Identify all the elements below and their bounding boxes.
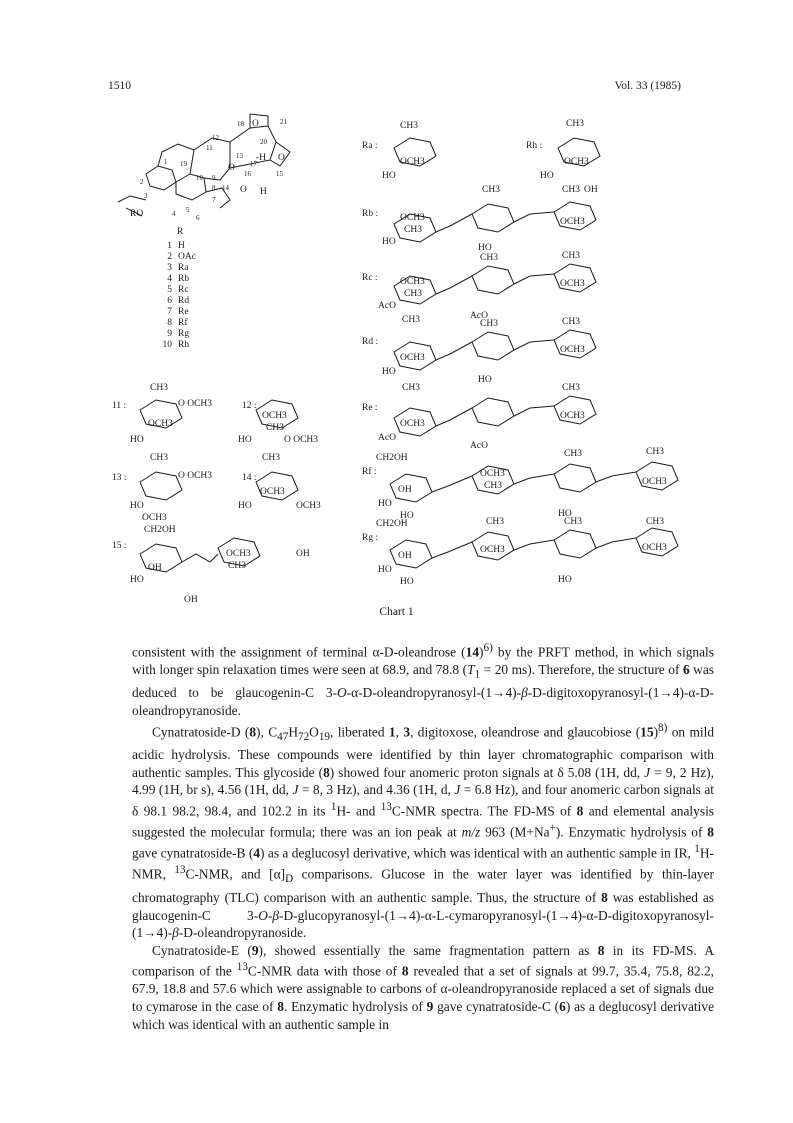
sugar-rc-label: Rc : xyxy=(362,273,378,283)
aglycone-o-carbonyl: O xyxy=(228,163,235,173)
r-list-sub: Rd xyxy=(178,296,190,306)
sugar-rd-label: Rd : xyxy=(362,337,379,347)
atom-19-label: 19 xyxy=(180,160,187,168)
group-och3: OCH3 xyxy=(262,411,287,421)
group-ch3: CH3 xyxy=(150,383,168,393)
r-list-num: 7 xyxy=(167,307,172,317)
group-ho: HO xyxy=(558,575,572,585)
r-list-sub: Rh xyxy=(178,340,190,350)
r-list-num: 10 xyxy=(162,340,172,350)
atom-10-label: 10 xyxy=(196,174,203,182)
group-ho: HO xyxy=(238,501,252,511)
group-ch3: CH3 xyxy=(562,251,580,261)
group-ch3: CH3 xyxy=(562,383,580,393)
sugar-rd xyxy=(362,315,596,385)
group-ch3: CH3 xyxy=(562,317,580,327)
r-list-num: 9 xyxy=(167,329,172,339)
compound-15-label: 15 : xyxy=(112,541,127,551)
sugar-ra xyxy=(362,121,436,181)
group-ch3: CH3 xyxy=(564,449,582,459)
atom-16-label: 16 xyxy=(244,170,251,178)
group-och3: OCH3 xyxy=(642,477,667,487)
r-list-sub: Rg xyxy=(178,329,190,339)
sugar-rg xyxy=(362,517,678,587)
group-ch3: CH3 xyxy=(646,447,664,457)
atom-1-label: 1 xyxy=(164,158,168,166)
group-o-och3: O OCH3 xyxy=(178,399,213,409)
r-list-num: 8 xyxy=(167,318,172,328)
group-ch3: CH3 xyxy=(646,517,664,527)
sugar-re-label: Re : xyxy=(362,403,378,413)
chart-caption: Chart 1 xyxy=(379,606,414,618)
group-ch2oh: CH2OH xyxy=(376,519,408,529)
r-list-sub: Rb xyxy=(178,274,190,284)
group-ch3: CH3 xyxy=(480,253,498,263)
group-o-och3: O OCH3 xyxy=(178,471,213,481)
group-oh: OH xyxy=(398,485,412,495)
aglycone-o-top: O xyxy=(252,119,259,129)
sugar-rg-label: Rg : xyxy=(362,533,379,543)
group-ho: HO xyxy=(382,171,396,181)
atom-2-label: 2 xyxy=(140,178,144,186)
group-ho: HO xyxy=(382,367,396,377)
r-list-num: 5 xyxy=(167,285,172,295)
group-och3-anomeric: OCH3 xyxy=(296,501,321,511)
paragraph-1: consistent with the assignment of terminal α-D-oleandrose $(14)^{6)}$ by the PRFT method, in which signals with longer spin relaxation times were seen at 68.9, and 78.8 ($T_1 = 20$ ms). Therefore, the structure of 6 was deduced to be glaucogenin-C 3-O-α-D-oleandropyranosyl-(1→4)-β-D-digitoxopyranosyl-(1→4)-α-D-oleandropyranoside. xyxy=(132,642,714,718)
r-list-sub: H xyxy=(178,241,185,251)
compound-14-label: 14 : xyxy=(242,473,257,483)
group-och3: OCH3 xyxy=(400,419,425,429)
group-oh: OH xyxy=(584,185,598,195)
group-ch3: CH3 xyxy=(486,517,504,527)
atom-5-label: 5 xyxy=(186,206,190,214)
r-list-sub: OAc xyxy=(178,252,196,262)
r-list-num: 4 xyxy=(167,274,172,284)
group-ho: HO xyxy=(130,501,144,511)
atom-13-label: 13 xyxy=(236,152,243,160)
group-ho: HO xyxy=(558,509,572,519)
sugar-rh xyxy=(526,119,600,181)
r-substituent-list xyxy=(163,241,196,350)
group-och3: OCH3 xyxy=(226,549,251,559)
group-ho: HO xyxy=(540,171,554,181)
atom-8-label: 8 xyxy=(212,184,216,192)
atom-4-label: 4 xyxy=(172,210,176,218)
atom-3-label: 3 xyxy=(144,192,148,200)
group-ch3: CH3 xyxy=(562,185,580,195)
group-ho: HO xyxy=(400,511,414,521)
group-oh: OH xyxy=(398,551,412,561)
compound-13 xyxy=(112,453,212,523)
group-aco: AcO xyxy=(378,301,396,311)
group-aco: AcO xyxy=(378,433,396,443)
group-och3: OCH3 xyxy=(400,157,425,167)
aglycone-o-right: O xyxy=(278,153,285,163)
atom-15-label: 15 xyxy=(276,170,283,178)
group-och3: OCH3 xyxy=(560,345,585,355)
sugar-rb-label: Rb : xyxy=(362,209,379,219)
sugar-rc xyxy=(362,251,596,321)
group-aco: AcO xyxy=(470,311,488,321)
group-o-och3: O OCH3 xyxy=(284,435,319,445)
group-ho: HO xyxy=(130,435,144,445)
r-list-num: 1 xyxy=(167,241,172,251)
aglycone-o-ring: O xyxy=(240,185,247,195)
group-ho: HO xyxy=(382,237,396,247)
group-ch3: CH3 xyxy=(564,517,582,527)
compound-14 xyxy=(238,453,321,511)
group-och3: OCH3 xyxy=(642,543,667,553)
sugar-rh-label: Rh : xyxy=(526,141,543,151)
group-ch3: CH3 xyxy=(266,423,284,433)
atom-7-label: 7 xyxy=(212,196,216,204)
atom-17-label: 17 xyxy=(250,160,257,168)
compound-12-label: 12 : xyxy=(242,401,257,411)
group-ho: HO xyxy=(130,575,144,585)
atom-6-label: 6 xyxy=(196,214,200,222)
group-ho: HO xyxy=(400,577,414,587)
group-ch3: CH3 xyxy=(262,453,280,463)
paragraph-3: Cynatratoside-E (9), showed essentially the same fragmentation pattern as 8 in its FD-MS. A comparison of the $^{13}$C-NMR data with those of 8 revealed that a set of signals at 99.7, 35.4, 75.8, 82.2, 67.9, 18.8 and 57.6 which were assignable to carbons of α-oleandropyranoside replaced a set of signals due to cymarose in the case of 8. Enzymatic hydrolysis of 9 gave cynatratoside-C (6) as a deglucosyl derivative which was identical with an authentic sample in xyxy=(132,942,715,1032)
group-ch3: CH3 xyxy=(482,185,500,195)
r-list-sub: Re xyxy=(178,307,189,317)
group-oh-bottom: OH xyxy=(184,595,198,605)
group-aco: AcO xyxy=(470,441,488,451)
sugar-ra-label: Ra : xyxy=(362,141,378,151)
r-list-num: 6 xyxy=(167,296,172,306)
atom-14-label: 14 xyxy=(222,184,229,192)
group-och3: OCH3 xyxy=(564,157,589,167)
group-ch3: CH3 xyxy=(400,121,418,131)
sugar-rf-label: Rf : xyxy=(362,467,377,477)
journal-volume: Vol. 33 (1985) xyxy=(614,80,681,92)
r-heading: R xyxy=(177,227,184,237)
compound-11 xyxy=(112,383,212,445)
atom-12-label: 12 xyxy=(212,134,219,142)
compound-12 xyxy=(238,400,318,445)
aglycone-ro: RO xyxy=(130,209,144,219)
group-och3: OCH3 xyxy=(260,487,285,497)
group-och3: OCH3 xyxy=(400,353,425,363)
compound-11-label: 11 : xyxy=(112,401,127,411)
group-ch2oh: CH2OH xyxy=(376,453,408,463)
atom-21-label: 21 xyxy=(280,118,287,126)
group-ch3: CH3 xyxy=(150,453,168,463)
group-ho: HO xyxy=(378,565,392,575)
group-ch3: CH3 xyxy=(402,383,420,393)
group-och3: OCH3 xyxy=(142,513,167,523)
page-number: 1510 xyxy=(108,80,131,92)
atom-9-label: 9 xyxy=(212,174,216,182)
group-ch3: CH3 xyxy=(228,561,246,571)
group-ho: HO xyxy=(238,435,252,445)
aglycone-structure xyxy=(118,114,290,216)
aglycone-h17: -H xyxy=(256,153,267,163)
group-ch3: CH3 xyxy=(566,119,584,129)
r-list-num: 2 xyxy=(167,252,172,262)
atom-18-label: 18 xyxy=(237,120,244,128)
sugar-rb xyxy=(362,185,598,253)
r-list-num: 3 xyxy=(167,263,172,273)
atom-20-label: 20 xyxy=(260,138,267,146)
atom-11-label: 11 xyxy=(206,144,213,152)
aglycone-h: H xyxy=(260,187,267,197)
paragraph-2: Cynatratoside-D (8), $C_{47}H_{72}O_{19}$, liberated 1, 3, digitoxose, oleandrose and glaucobiose $(15)^{8)}$ on mild acidic hydrolysis. These compounds were identified by thin layer chromatographic comparison with authentic samples. This glycoside (8) showed four anomeric proton signals at δ 5.08 (1H, dd, J = 9, 2 Hz), 4.99 (1H, br s), 4.56 (1H, dd, J = 8, 3 Hz), and 4.36 (1H, d, J = 6.8 Hz), and four anomeric carbon signals at δ 98.1 98.2, 98.4, and 102.2 in its $^1$H- and $^{13}$C-NMR spectra. The FD-MS of 8 and elemental analysis suggested the molecular formula; there was an ion peak at m/z 963 (M+Na+). Enzymatic hydrolysis of 8 gave cynatratoside-B (4) as a deglucosyl derivative, which was identical with an authentic sample in IR, $^1$H-NMR, $^{13}$C-NMR, and $[\alpha]_D$ comparisons. Glucose in the water layer was identified by thin-layer chromatography (TLC) comparison with an authentic sample. Thus, the structure of 8 was established as glaucogenin-C 3-O-β-D-glucopyranosyl-(1→4)-α-L-cymaropyranosyl-(1→4)-α-D-digitoxopyranosyl-(1→4)-β-D-oleandropyranoside. xyxy=(132,721,715,941)
compound-15 xyxy=(112,525,310,605)
group-och3: OCH3 xyxy=(560,411,585,421)
r-list-sub: Rc xyxy=(178,285,189,295)
chart-1-structures xyxy=(100,108,720,608)
group-och3: OCH3 xyxy=(148,419,173,429)
group-ch3: CH3 xyxy=(404,289,422,299)
group-oh-end: OH xyxy=(296,549,310,559)
group-ch3: CH3 xyxy=(402,315,420,325)
group-och3: OCH3 xyxy=(400,213,425,223)
sugar-rf xyxy=(362,447,678,521)
group-oh: OH xyxy=(148,563,162,573)
body-text xyxy=(132,640,714,1033)
r-list-sub: Rf xyxy=(178,318,188,328)
group-ch3: CH3 xyxy=(404,225,422,235)
group-och3: OCH3 xyxy=(480,469,505,479)
compound-13-label: 13 : xyxy=(112,473,127,483)
group-och3: OCH3 xyxy=(480,545,505,555)
group-ch2oh: CH2OH xyxy=(144,525,176,535)
group-ho: HO xyxy=(478,243,492,253)
group-och3: OCH3 xyxy=(400,277,425,287)
group-ch3: CH3 xyxy=(484,481,502,491)
r-list-sub: Ra xyxy=(178,263,189,273)
sugar-re xyxy=(362,383,596,451)
group-och3: OCH3 xyxy=(560,279,585,289)
group-ho: HO xyxy=(478,375,492,385)
group-och3: OCH3 xyxy=(560,217,585,227)
group-ch3: CH3 xyxy=(480,319,498,329)
group-ho: HO xyxy=(378,499,392,509)
